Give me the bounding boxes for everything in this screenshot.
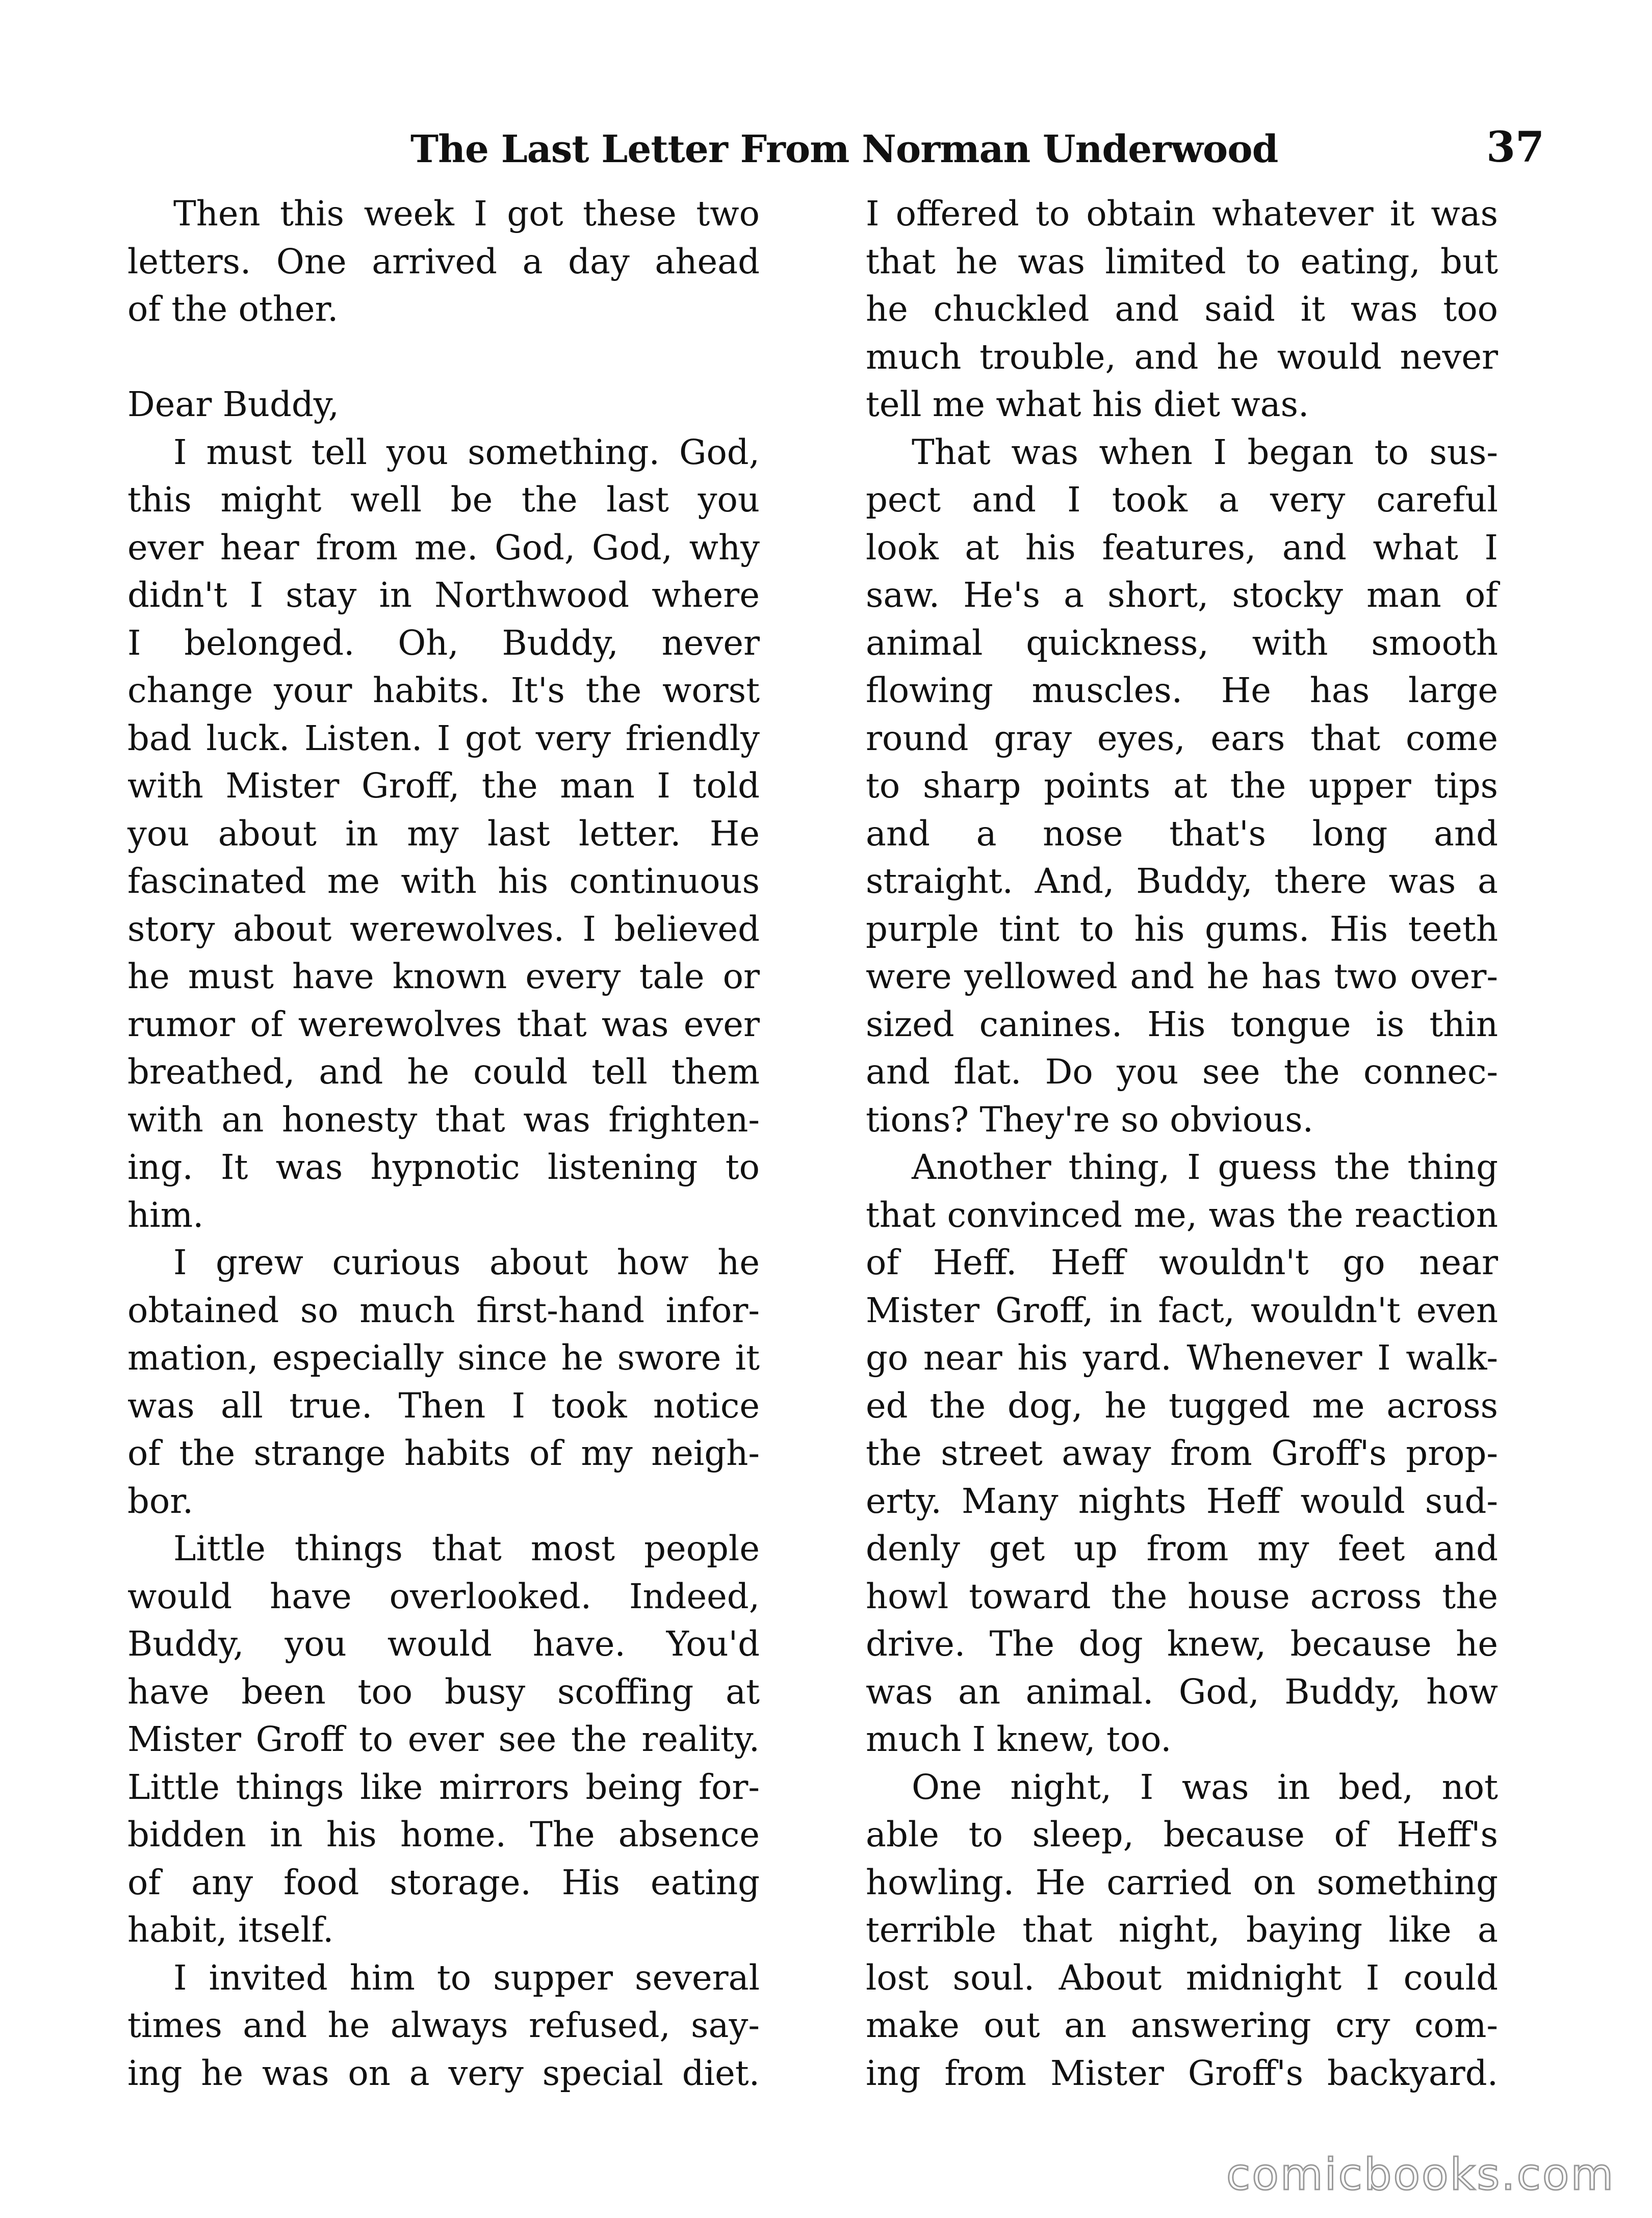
text-line: ever hear from me. God, God, why xyxy=(127,527,760,568)
text-line: ing. It was hypnotic listening to xyxy=(127,1147,760,1187)
text-line: breathed, and he could tell them xyxy=(127,1052,760,1092)
text-line: Little things that most people xyxy=(173,1529,760,1568)
running-header-title: The Last Letter From Norman Underwood xyxy=(410,127,1278,171)
page-number: 37 xyxy=(1486,123,1545,172)
text-line: tions? They're so obvious. xyxy=(866,1099,1313,1140)
text-line: of the strange habits of my neigh- xyxy=(127,1433,760,1473)
text-line: habit, itself. xyxy=(127,1910,334,1950)
right-text-column xyxy=(866,190,1498,2097)
text-line: much trouble, and he would never xyxy=(866,337,1498,377)
text-line: bidden in his home. The absence xyxy=(127,1815,760,1854)
left-text-column xyxy=(127,190,760,2097)
text-line: denly get up from my feet and xyxy=(866,1529,1498,1568)
text-line: and a nose that's long and xyxy=(866,813,1498,854)
text-line: that convinced me, was the reaction xyxy=(866,1195,1498,1235)
text-line: sized canines. His tongue is thin xyxy=(866,1004,1498,1044)
text-line: animal quickness, with smooth xyxy=(866,623,1498,663)
text-line: fascinated me with his continuous xyxy=(127,861,760,901)
text-line: ed the dog, he tugged me across xyxy=(866,1385,1498,1426)
text-line: erty. Many nights Heff would sud- xyxy=(866,1481,1498,1521)
text-line: he must have known every tale or xyxy=(127,957,760,996)
text-line: change your habits. It's the worst xyxy=(127,670,760,710)
text-line: howl toward the house across the xyxy=(866,1576,1498,1616)
text-line: and flat. Do you see the connec- xyxy=(866,1052,1498,1092)
text-line: of Heff. Heff wouldn't go near xyxy=(866,1243,1498,1282)
text-line: round gray eyes, ears that come xyxy=(866,718,1498,758)
text-line: Little things like mirrors being for- xyxy=(127,1767,760,1807)
text-line: make out an answering cry com- xyxy=(866,2005,1498,2045)
text-line: terrible that night, baying like a xyxy=(866,1910,1498,1950)
text-line: would have overlooked. Indeed, xyxy=(127,1576,760,1616)
text-line: was an animal. God, Buddy, how xyxy=(866,1671,1498,1712)
text-line: That was when I began to sus- xyxy=(912,432,1498,472)
watermark-logo: comicbooks.com xyxy=(1226,2149,1615,2200)
text-line: ing from Mister Groff's backyard. xyxy=(866,2053,1498,2093)
text-line: Mister Groff to ever see the reality. xyxy=(127,1719,760,1759)
text-line: him. xyxy=(127,1195,204,1235)
text-line: this might well be the last you xyxy=(127,480,760,520)
text-line: of any food storage. His eating xyxy=(127,1862,760,1902)
text-line: he chuckled and said it was too xyxy=(866,289,1498,329)
text-line: letters. One arrived a day ahead xyxy=(127,241,760,281)
text-line: straight. And, Buddy, there was a xyxy=(866,861,1498,901)
text-line: ing he was on a very special diet. xyxy=(127,2053,760,2093)
blank-line xyxy=(127,333,760,381)
text-line: Mister Groff, in fact, wouldn't even xyxy=(866,1290,1498,1330)
text-line: times and he always refused, say- xyxy=(127,2005,760,2045)
text-line: Another thing, I guess the thing xyxy=(912,1147,1498,1187)
text-line: able to sleep, because of Heff's xyxy=(866,1815,1498,1854)
text-line: pect and I took a very careful xyxy=(866,480,1498,520)
text-line: mation, especially since he swore it xyxy=(127,1338,760,1378)
text-line: I must tell you something. God, xyxy=(173,432,760,472)
text-line: you about in my last letter. He xyxy=(127,813,760,854)
text-line: drive. The dog knew, because he xyxy=(866,1624,1498,1664)
text-line: much I knew, too. xyxy=(866,1719,1172,1759)
text-line: bad luck. Listen. I got very friendly xyxy=(127,718,760,758)
text-line: bor. xyxy=(127,1481,194,1521)
text-line: look at his features, and what I xyxy=(866,527,1498,568)
text-line: Then this week I got these two xyxy=(173,194,760,234)
text-line: Dear Buddy, xyxy=(127,384,340,424)
text-line: howling. He carried on something xyxy=(866,1862,1498,1902)
text-line: I offered to obtain whatever it was xyxy=(866,194,1498,234)
text-line: was all true. Then I took notice xyxy=(127,1385,760,1426)
text-line: didn't I stay in Northwood where xyxy=(127,575,760,615)
text-line: tell me what his diet was. xyxy=(866,384,1309,424)
text-line: I grew curious about how he xyxy=(173,1243,760,1282)
text-line: with an honesty that was frighten- xyxy=(127,1099,760,1140)
text-line: I invited him to supper several xyxy=(173,1957,760,1998)
text-line: with Mister Groff, the man I told xyxy=(127,766,760,806)
text-line: obtained so much first-hand infor- xyxy=(127,1290,760,1330)
text-line: have been too busy scoffing at xyxy=(127,1671,760,1712)
text-line: rumor of werewolves that was ever xyxy=(127,1004,760,1044)
text-line: lost soul. About midnight I could xyxy=(866,1957,1498,1998)
text-line: One night, I was in bed, not xyxy=(912,1767,1498,1807)
text-line: to sharp points at the upper tips xyxy=(866,766,1498,806)
text-line: flowing muscles. He has large xyxy=(866,670,1498,710)
text-line: were yellowed and he has two over- xyxy=(866,957,1498,996)
text-line: that he was limited to eating, but xyxy=(866,241,1498,281)
text-line: saw. He's a short, stocky man of xyxy=(866,575,1498,615)
text-line: Buddy, you would have. You'd xyxy=(127,1624,760,1664)
text-line: go near his yard. Whenever I walk- xyxy=(866,1338,1498,1378)
text-line: I belonged. Oh, Buddy, never xyxy=(127,623,760,663)
text-line: purple tint to his gums. His teeth xyxy=(866,909,1498,949)
text-line: of the other. xyxy=(127,289,339,329)
text-line: the street away from Groff's prop- xyxy=(866,1433,1498,1473)
text-line: story about werewolves. I believed xyxy=(127,909,760,949)
